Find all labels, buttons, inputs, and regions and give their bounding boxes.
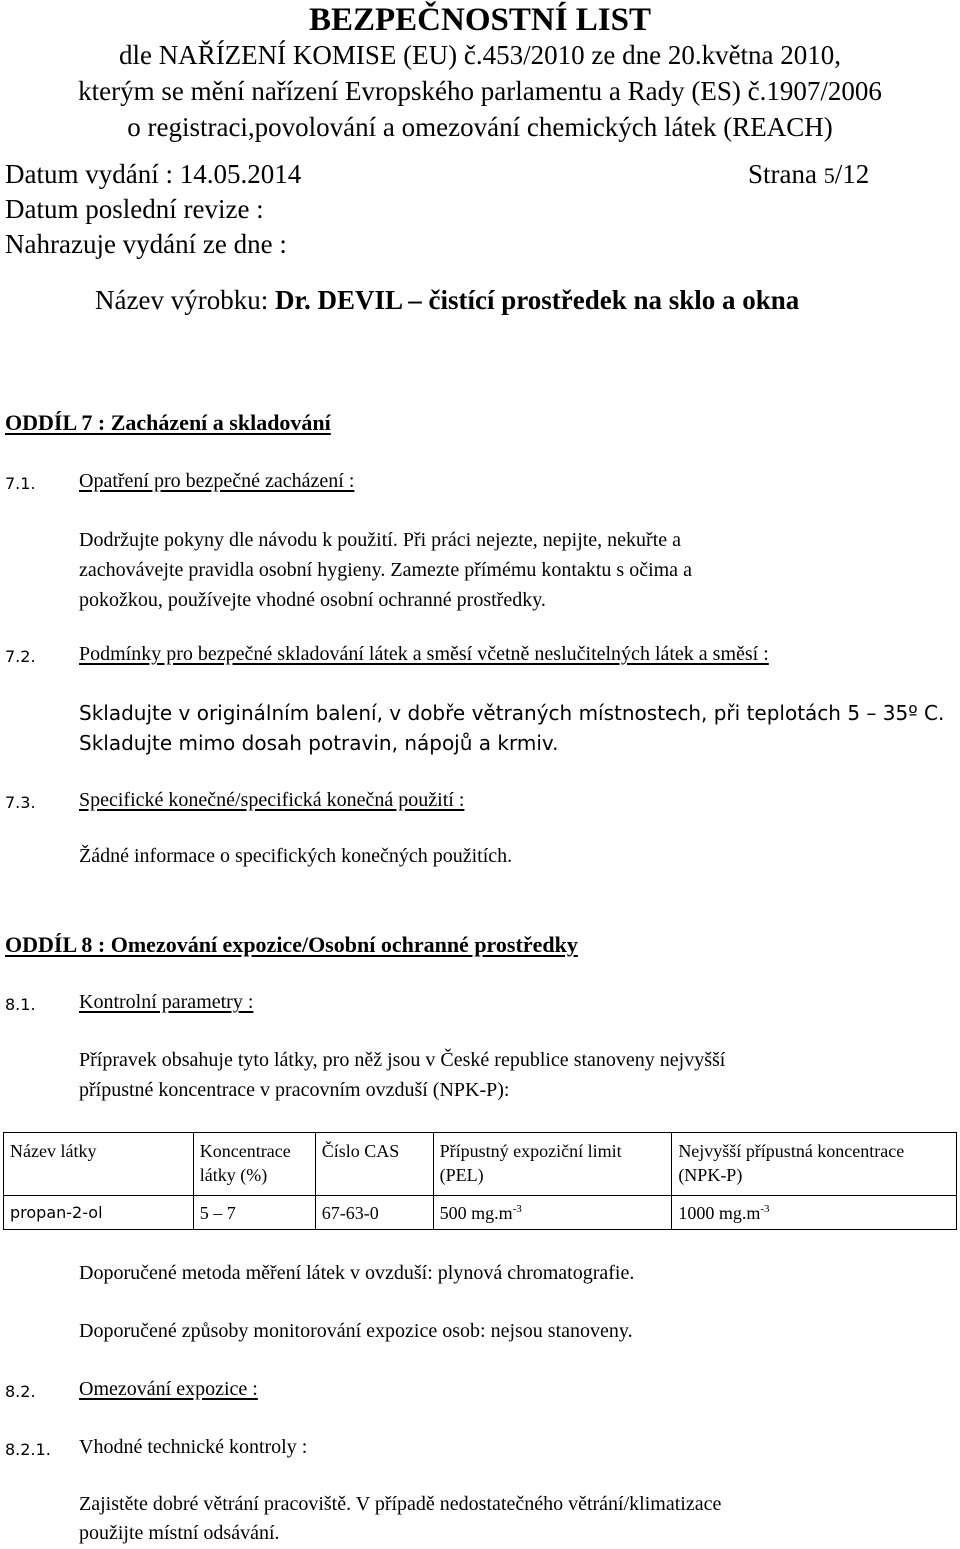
regulation-line-2: kterým se mění nařízení Evropského parlamentu a Rady (ES) č.1907/2006 xyxy=(78,76,882,106)
header-pel-line-2: (PEL) xyxy=(439,1165,484,1185)
header-concentration-line-1: Koncentrace xyxy=(199,1141,291,1161)
header-npk xyxy=(672,1133,957,1196)
cell-cas-number: 67-63-0 xyxy=(315,1196,433,1230)
subsection-7-1-line-3: pokožkou, používejte vhodné osobní ochranné prostředky. xyxy=(79,589,546,611)
subsection-8-1-intro-line-2: přípustné koncentrace v pracovním ovzduší (NPK-P): xyxy=(79,1079,510,1101)
header-concentration-line-2: látky (%) xyxy=(199,1165,268,1185)
page-current: 5 xyxy=(823,163,835,188)
subsection-8-2-1-number: 8.2.1. xyxy=(5,1440,51,1459)
cell-npk xyxy=(672,1196,957,1230)
cell-concentration: 5 – 7 xyxy=(193,1196,315,1230)
cell-pel-value: 500 mg.m xyxy=(439,1203,513,1223)
subsection-8-2-1-title: Vhodné technické kontroly : xyxy=(79,1436,308,1458)
header-substance-name-text: Název látky xyxy=(10,1141,97,1161)
subsection-7-2-line-1: Skladujte v originálním balení, v dobře větraných místnostech, při teplotách 5 – 35º C. xyxy=(79,701,945,725)
table-header-row xyxy=(4,1133,957,1196)
subsection-7-2-number: 7.2. xyxy=(5,647,36,666)
section-7-heading: ODDÍL 7 : Zacházení a skladování xyxy=(5,410,331,435)
page-label: Strana xyxy=(748,159,824,189)
subsection-7-1-line-1: Dodržujte pokyny dle návodu k použití. Při práci nejezte, nepijte, nekuřte a xyxy=(79,529,682,551)
regulation-line-1: dle NAŘÍZENÍ KOMISE (EU) č.453/2010 ze dne 20.května 2010, xyxy=(118,40,842,70)
header-cas-number-text: Číslo CAS xyxy=(321,1141,400,1161)
subsection-8-1-title: Kontrolní parametry : xyxy=(79,991,254,1013)
last-revision: Datum poslední revize : xyxy=(5,194,264,224)
header-npk-line-1: Nejvyšší přípustná koncentrace xyxy=(678,1141,905,1161)
subsection-8-1-number: 8.1. xyxy=(5,995,36,1014)
header-pel-line-1: Přípustný expoziční limit xyxy=(439,1141,622,1161)
product-label: Název výrobku: xyxy=(95,285,275,315)
cell-npk-value: 1000 mg.m xyxy=(678,1203,761,1223)
measurement-method: Doporučené metoda měření látek v ovzduší: plynová chromatografie. xyxy=(79,1262,635,1284)
header-concentration xyxy=(193,1133,315,1196)
page-number xyxy=(748,159,869,190)
cell-pel xyxy=(433,1196,672,1230)
subsection-7-2-title: Podmínky pro bezpečné skladování látek a směsí včetně neslučitelných látek a směsí : xyxy=(79,643,769,665)
subsection-7-2-line-2: Skladujte mimo dosah potravin, nápojů a krmiv. xyxy=(79,731,559,755)
issue-date: Datum vydání : 14.05.2014 xyxy=(5,159,302,189)
subsection-7-3-title: Specifické konečné/specifická konečná použití : xyxy=(79,789,465,811)
replaces-edition: Nahrazuje vydání ze dne : xyxy=(5,229,287,259)
subsection-8-1-intro-line-1: Přípravek obsahuje tyto látky, pro něž jsou v České republice stanoveny nejvyšší xyxy=(79,1049,726,1071)
subsection-7-3-number: 7.3. xyxy=(5,793,36,812)
subsection-7-3-text: Žádné informace o specifických konečných použitích. xyxy=(79,845,513,867)
subsection-8-2-number: 8.2. xyxy=(5,1382,36,1401)
subsection-8-2-title: Omezování expozice : xyxy=(79,1378,258,1400)
cell-pel-exponent: -3 xyxy=(512,1203,522,1215)
header-cas-number xyxy=(315,1133,433,1196)
cell-npk-exponent: -3 xyxy=(760,1203,770,1215)
header-substance-name xyxy=(4,1133,194,1196)
table-row xyxy=(4,1196,957,1230)
subsection-7-1-number: 7.1. xyxy=(5,474,36,493)
document-title: BEZPEČNOSTNÍ LIST xyxy=(308,2,652,38)
subsection-8-2-1-line-2: použijte místní odsávání. xyxy=(79,1522,280,1544)
product-name: Dr. DEVIL – čistící prostředek na sklo a okna xyxy=(274,285,800,315)
header-npk-line-2: (NPK-P) xyxy=(678,1165,743,1185)
regulation-line-3: o registraci,povolování a omezování chemických látek (REACH) xyxy=(127,112,833,142)
page-total: /12 xyxy=(834,159,870,189)
subsection-8-2-1-line-1: Zajistěte dobré větrání pracoviště. V případě nedostatečného větrání/klimatizace xyxy=(79,1493,722,1515)
monitoring-methods: Doporučené způsoby monitorování expozice osob: nejsou stanoveny. xyxy=(79,1320,633,1342)
header-pel xyxy=(433,1133,672,1196)
cell-substance-name: propan-2-ol xyxy=(4,1196,194,1230)
exposure-limits-table xyxy=(3,1132,957,1230)
subsection-7-1-title: Opatření pro bezpečné zacházení : xyxy=(79,470,355,492)
subsection-7-1-line-2: zachovávejte pravidla osobní hygieny. Zamezte přímému kontaktu s očima a xyxy=(79,559,692,581)
section-8-heading: ODDÍL 8 : Omezování expozice/Osobní ochranné prostředky xyxy=(5,932,578,957)
product-line xyxy=(95,285,799,316)
